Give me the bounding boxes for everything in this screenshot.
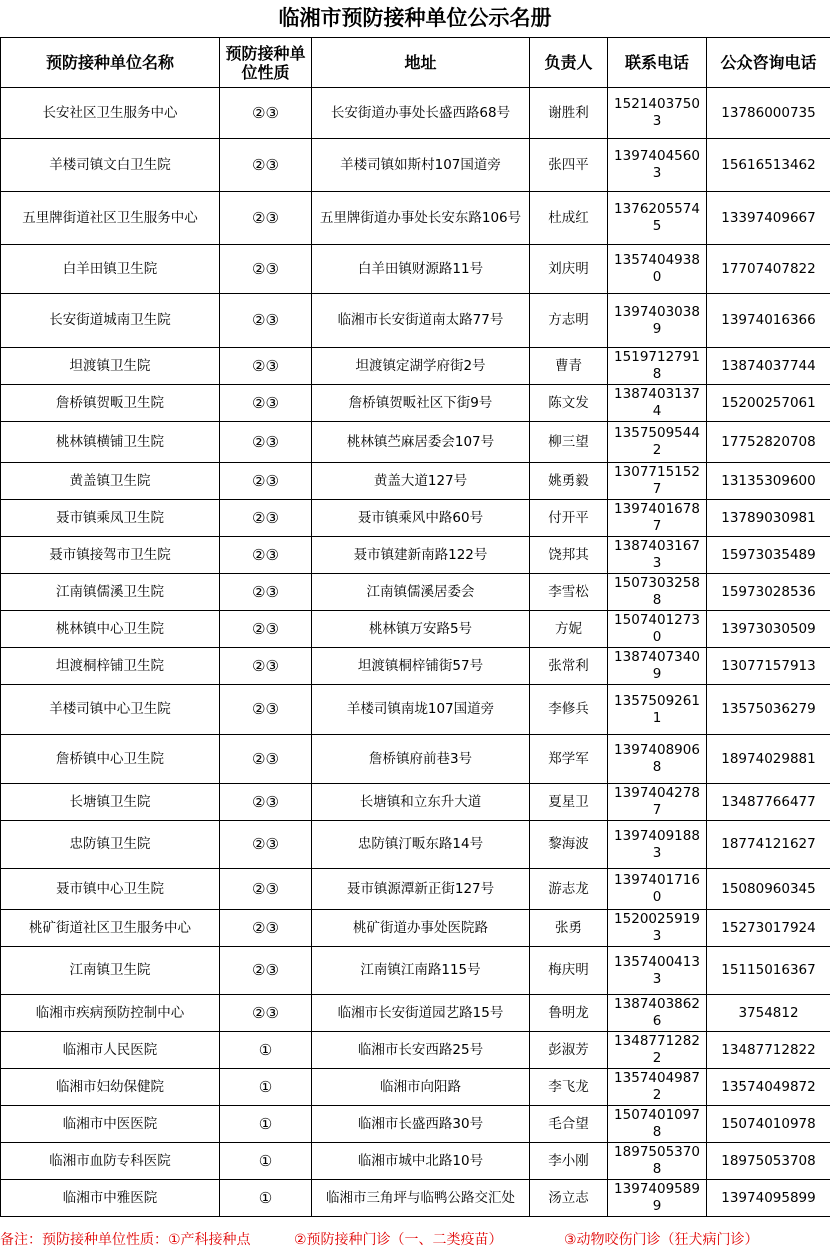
cell-public-phone: 3754812 [707,995,830,1032]
table-row [1,947,830,995]
cell-unit-name: 羊楼司镇中心卫生院 [1,685,220,735]
cell-person-in-charge: 陈文发 [530,385,608,422]
cell-person-in-charge: 谢胜利 [530,88,608,139]
table-row [1,192,830,245]
cell-public-phone: 15115016367 [707,947,830,995]
vaccination-units-table [0,37,830,1217]
cell-address: 黄盖大道127号 [312,463,530,500]
cell-public-phone: 15273017924 [707,910,830,947]
cell-unit-nature: ②③ [220,463,312,500]
cell-unit-name: 白羊田镇卫生院 [1,245,220,294]
cell-contact-phone: 13974089068 [608,735,707,784]
cell-unit-name: 羊楼司镇文白卫生院 [1,139,220,192]
cell-unit-nature: ②③ [220,245,312,294]
cell-person-in-charge: 梅庆明 [530,947,608,995]
cell-unit-name: 临湘市妇幼保健院 [1,1069,220,1106]
cell-person-in-charge: 李雪松 [530,574,608,611]
cell-address: 长塘镇和立东升大道 [312,784,530,821]
cell-unit-name: 詹桥镇中心卫生院 [1,735,220,784]
cell-unit-name: 江南镇儒溪卫生院 [1,574,220,611]
cell-unit-name: 五里牌街道社区卫生服务中心 [1,192,220,245]
cell-unit-nature: ②③ [220,385,312,422]
cell-public-phone: 13077157913 [707,648,830,685]
cell-unit-nature: ②③ [220,735,312,784]
table-row [1,648,830,685]
cell-public-phone: 15973035489 [707,537,830,574]
cell-person-in-charge: 刘庆明 [530,245,608,294]
table-row [1,685,830,735]
cell-public-phone: 18975053708 [707,1143,830,1180]
cell-contact-phone: 13077151527 [608,463,707,500]
header-unit-name: 预防接种单位名称 [1,38,220,88]
cell-person-in-charge: 夏星卫 [530,784,608,821]
cell-public-phone: 13487766477 [707,784,830,821]
cell-person-in-charge: 张勇 [530,910,608,947]
cell-address: 临湘市向阳路 [312,1069,530,1106]
table-row [1,1069,830,1106]
cell-person-in-charge: 方志明 [530,294,608,348]
cell-contact-phone: 13575092611 [608,685,707,735]
cell-unit-nature: ②③ [220,348,312,385]
cell-unit-name: 长塘镇卫生院 [1,784,220,821]
header-public-phone: 公众咨询电话 [707,38,830,88]
cell-address: 忠防镇汀畈东路14号 [312,821,530,869]
cell-unit-name: 詹桥镇贺畈卫生院 [1,385,220,422]
table-row [1,574,830,611]
cell-contact-phone: 13974017160 [608,869,707,910]
cell-unit-nature: ②③ [220,574,312,611]
cell-address: 羊楼司镇如斯村107国道旁 [312,139,530,192]
cell-person-in-charge: 付开平 [530,500,608,537]
cell-person-in-charge: 游志龙 [530,869,608,910]
header-contact-phone: 联系电话 [608,38,707,88]
cell-unit-name: 聂市镇中心卫生院 [1,869,220,910]
table-row [1,294,830,348]
cell-contact-phone: 13574049872 [608,1069,707,1106]
table-row [1,1106,830,1143]
cell-unit-nature: ②③ [220,910,312,947]
cell-contact-phone: 13575095442 [608,422,707,463]
cell-public-phone: 17707407822 [707,245,830,294]
cell-address: 坦渡镇桐梓铺街57号 [312,648,530,685]
cell-person-in-charge: 彭淑芳 [530,1032,608,1069]
table-row [1,139,830,192]
cell-public-phone: 15973028536 [707,574,830,611]
header-address: 地址 [312,38,530,88]
cell-person-in-charge: 鲁明龙 [530,995,608,1032]
cell-person-in-charge: 杜成红 [530,192,608,245]
cell-unit-name: 黄盖镇卫生院 [1,463,220,500]
cell-address: 临湘市长安街道园艺路15号 [312,995,530,1032]
cell-public-phone: 13487712822 [707,1032,830,1069]
cell-unit-name: 聂市镇乘凤卫生院 [1,500,220,537]
cell-unit-nature: ① [220,1106,312,1143]
cell-contact-phone: 15200259193 [608,910,707,947]
cell-public-phone: 13575036279 [707,685,830,735]
table-row [1,784,830,821]
cell-contact-phone: 15073032588 [608,574,707,611]
cell-address: 临湘市长安街道南太路77号 [312,294,530,348]
cell-unit-nature: ②③ [220,995,312,1032]
cell-contact-phone: 13974016787 [608,500,707,537]
table-row [1,463,830,500]
cell-unit-name: 桃林镇横铺卫生院 [1,422,220,463]
cell-unit-nature: ① [220,1180,312,1217]
header-unit-nature: 预防接种单位性质 [220,38,312,88]
cell-contact-phone: 13974042787 [608,784,707,821]
table-row [1,1143,830,1180]
cell-contact-phone: 13974045603 [608,139,707,192]
cell-unit-nature: ②③ [220,422,312,463]
table-row [1,611,830,648]
cell-address: 詹桥镇贺畈社区下街9号 [312,385,530,422]
cell-contact-phone: 15074012730 [608,611,707,648]
cell-contact-phone: 13574049380 [608,245,707,294]
cell-address: 詹桥镇府前巷3号 [312,735,530,784]
cell-person-in-charge: 黎海波 [530,821,608,869]
cell-public-phone: 15080960345 [707,869,830,910]
cell-address: 桃林镇万安路5号 [312,611,530,648]
table-row [1,537,830,574]
cell-address: 桃林镇苎麻居委会107号 [312,422,530,463]
table-row [1,88,830,139]
cell-contact-phone: 13874038626 [608,995,707,1032]
cell-unit-name: 长安街道城南卫生院 [1,294,220,348]
table-row [1,869,830,910]
cell-unit-nature: ②③ [220,685,312,735]
footnote-item-2: ②预防接种门诊（一、二类疫苗） [294,1232,503,1248]
cell-public-phone: 13789030981 [707,500,830,537]
cell-person-in-charge: 饶邦其 [530,537,608,574]
cell-address: 江南镇江南路115号 [312,947,530,995]
cell-unit-nature: ②③ [220,648,312,685]
cell-public-phone: 17752820708 [707,422,830,463]
cell-unit-nature: ②③ [220,869,312,910]
cell-public-phone: 13974016366 [707,294,830,348]
cell-unit-name: 长安社区卫生服务中心 [1,88,220,139]
cell-contact-phone: 13874073409 [608,648,707,685]
header-person-in-charge: 负责人 [530,38,608,88]
cell-unit-name: 坦渡桐梓铺卫生院 [1,648,220,685]
table-row [1,348,830,385]
cell-address: 羊楼司镇南垅107国道旁 [312,685,530,735]
cell-public-phone: 13397409667 [707,192,830,245]
cell-unit-nature: ②③ [220,294,312,348]
cell-address: 长安街道办事处长盛西路68号 [312,88,530,139]
cell-unit-name: 临湘市人民医院 [1,1032,220,1069]
cell-public-phone: 13786000735 [707,88,830,139]
cell-public-phone: 15200257061 [707,385,830,422]
cell-person-in-charge: 方妮 [530,611,608,648]
cell-address: 聂市镇乘风中路60号 [312,500,530,537]
cell-public-phone: 15616513462 [707,139,830,192]
footnote-prefix: 备注：预防接种单位性质： [0,1232,168,1248]
cell-address: 临湘市长安西路25号 [312,1032,530,1069]
cell-person-in-charge: 柳三望 [530,422,608,463]
cell-contact-phone: 13874031673 [608,537,707,574]
cell-public-phone: 13135309600 [707,463,830,500]
cell-person-in-charge: 李小刚 [530,1143,608,1180]
cell-public-phone: 13874037744 [707,348,830,385]
cell-person-in-charge: 姚勇毅 [530,463,608,500]
cell-unit-name: 临湘市血防专科医院 [1,1143,220,1180]
cell-person-in-charge: 李飞龙 [530,1069,608,1106]
cell-unit-nature: ②③ [220,611,312,648]
cell-unit-name: 坦渡镇卫生院 [1,348,220,385]
cell-unit-name: 桃林镇中心卫生院 [1,611,220,648]
table-row [1,422,830,463]
footnote-item-1: ①产科接种点 [168,1232,251,1248]
cell-unit-name: 聂市镇接驾市卫生院 [1,537,220,574]
cell-contact-phone: 13762055745 [608,192,707,245]
cell-unit-nature: ① [220,1032,312,1069]
cell-contact-phone: 13574004133 [608,947,707,995]
cell-address: 临湘市长盛西路30号 [312,1106,530,1143]
cell-address: 江南镇儒溪居委会 [312,574,530,611]
cell-contact-phone: 13974030389 [608,294,707,348]
table-row [1,821,830,869]
cell-address: 桃矿街道办事处医院路 [312,910,530,947]
cell-unit-nature: ②③ [220,947,312,995]
cell-public-phone: 13973030509 [707,611,830,648]
table-row [1,995,830,1032]
cell-person-in-charge: 张四平 [530,139,608,192]
cell-address: 临湘市城中北路10号 [312,1143,530,1180]
cell-address: 五里牌街道办事处长安东路106号 [312,192,530,245]
table-row [1,1032,830,1069]
cell-unit-nature: ① [220,1069,312,1106]
cell-contact-phone: 13874031374 [608,385,707,422]
cell-contact-phone: 13974095899 [608,1180,707,1217]
cell-contact-phone: 13487712822 [608,1032,707,1069]
cell-unit-nature: ②③ [220,139,312,192]
cell-address: 坦渡镇定湖学府街2号 [312,348,530,385]
cell-unit-nature: ① [220,1143,312,1180]
cell-contact-phone: 15214037503 [608,88,707,139]
footnote [0,1226,830,1254]
table-row [1,910,830,947]
cell-unit-nature: ②③ [220,500,312,537]
table-row [1,385,830,422]
cell-person-in-charge: 汤立志 [530,1180,608,1217]
cell-public-phone: 18774121627 [707,821,830,869]
cell-address: 白羊田镇财源路11号 [312,245,530,294]
cell-person-in-charge: 李修兵 [530,685,608,735]
cell-address: 临湘市三角坪与临鸭公路交汇处 [312,1180,530,1217]
cell-address: 聂市镇建新南路122号 [312,537,530,574]
cell-unit-name: 忠防镇卫生院 [1,821,220,869]
table-header-row [1,38,830,88]
cell-unit-name: 江南镇卫生院 [1,947,220,995]
table-row [1,1180,830,1217]
cell-unit-name: 临湘市中医医院 [1,1106,220,1143]
cell-unit-nature: ②③ [220,88,312,139]
table-row [1,500,830,537]
cell-person-in-charge: 郑学军 [530,735,608,784]
cell-contact-phone: 13974091883 [608,821,707,869]
cell-unit-nature: ②③ [220,192,312,245]
cell-person-in-charge: 曹青 [530,348,608,385]
cell-contact-phone: 15197127918 [608,348,707,385]
table-row [1,735,830,784]
footnote-item-3: ③动物咬伤门诊（狂犬病门诊） [564,1232,759,1248]
cell-public-phone: 13574049872 [707,1069,830,1106]
page-title: 临湘市预防接种单位公示名册 [278,6,552,30]
cell-unit-name: 临湘市疾病预防控制中心 [1,995,220,1032]
cell-unit-name: 临湘市中雅医院 [1,1180,220,1217]
cell-unit-nature: ②③ [220,537,312,574]
cell-address: 聂市镇源潭新正街127号 [312,869,530,910]
cell-unit-nature: ②③ [220,784,312,821]
table-row [1,245,830,294]
cell-contact-phone: 18975053708 [608,1143,707,1180]
cell-unit-name: 桃矿街道社区卫生服务中心 [1,910,220,947]
cell-public-phone: 13974095899 [707,1180,830,1217]
cell-person-in-charge: 毛合望 [530,1106,608,1143]
cell-public-phone: 18974029881 [707,735,830,784]
cell-unit-nature: ②③ [220,821,312,869]
cell-public-phone: 15074010978 [707,1106,830,1143]
cell-contact-phone: 15074010978 [608,1106,707,1143]
cell-person-in-charge: 张常利 [530,648,608,685]
